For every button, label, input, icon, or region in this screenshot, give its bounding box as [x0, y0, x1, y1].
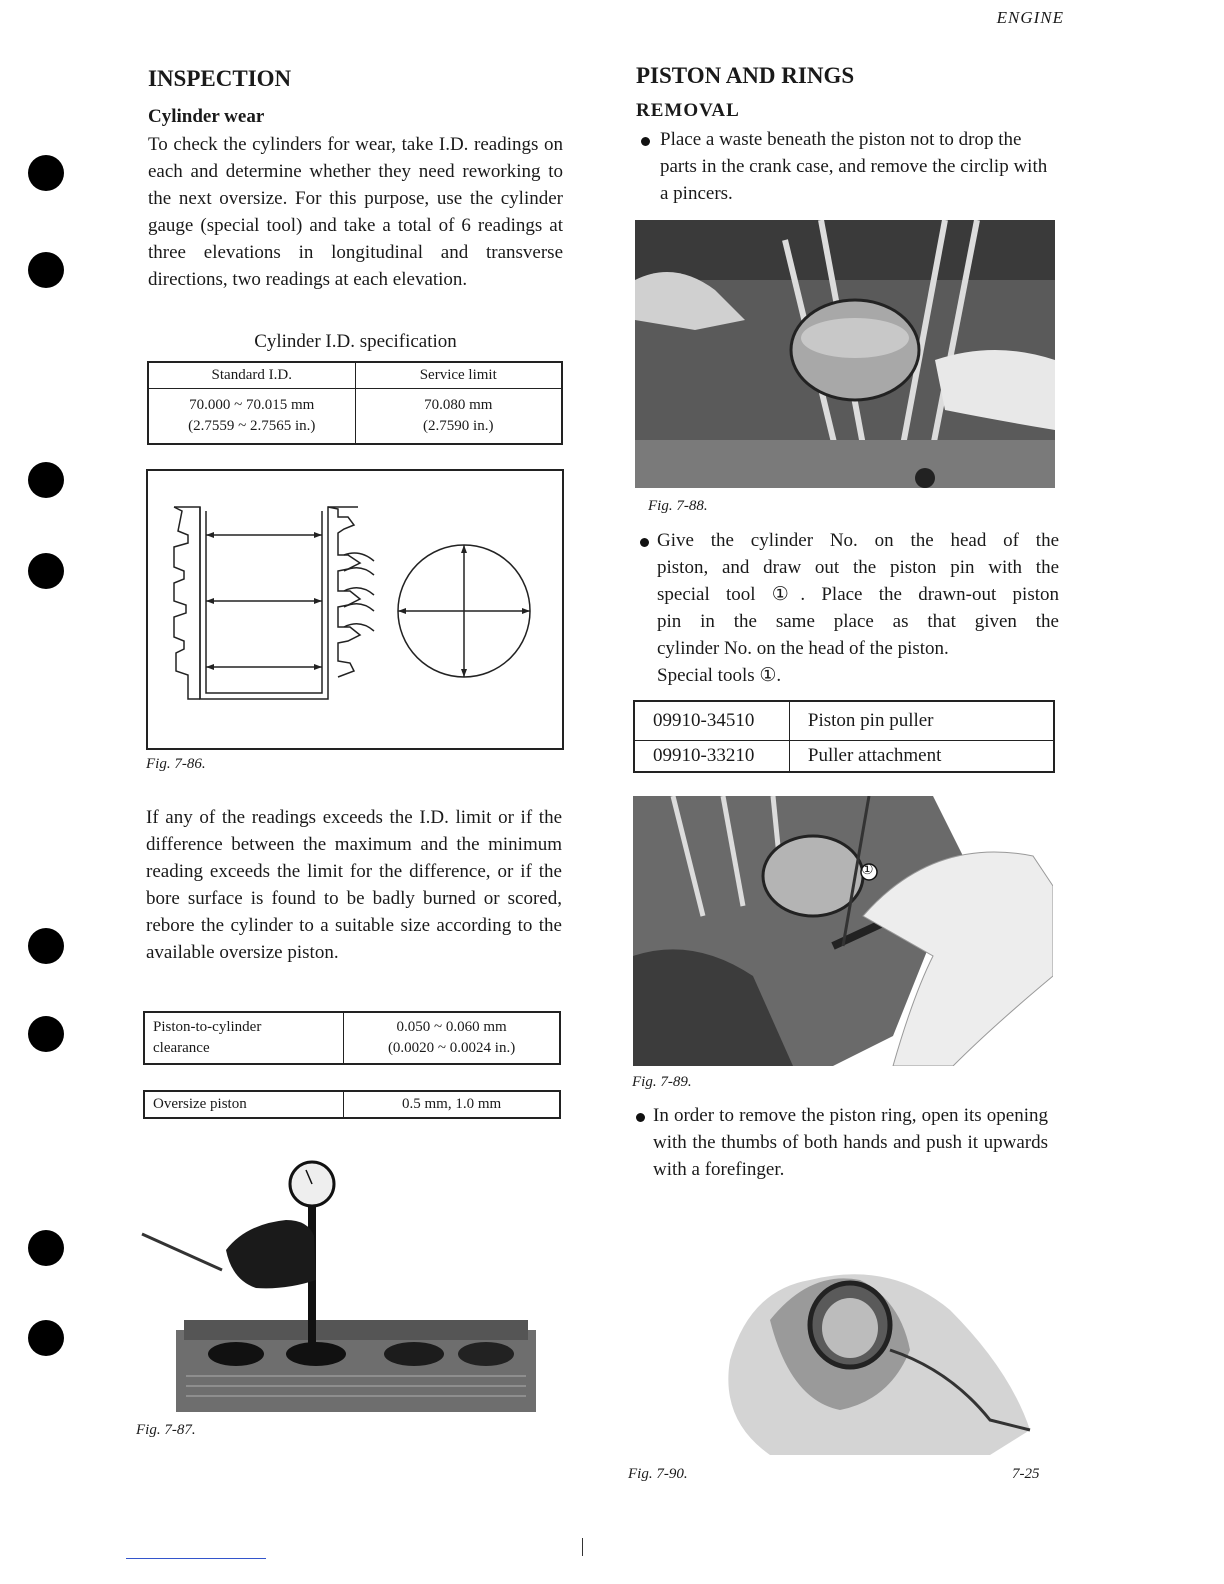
bullet-text-piston-ring: In order to remove the piston ring, open its opening with the thumbs of both hands and push it upwards with a forefinger. [653, 1105, 1048, 1180]
binder-hole [28, 155, 64, 191]
oversize-table [143, 1090, 561, 1119]
table-cell-limit [355, 389, 562, 445]
binder-hole [28, 928, 64, 964]
binder-hole [28, 462, 64, 498]
section-title-inspection: INSPECTION [148, 66, 292, 91]
page-number: 7-25 [1012, 1466, 1040, 1482]
clearance-label-cell [144, 1012, 344, 1064]
cylinder-gauge-photo [136, 1140, 556, 1420]
bullet-icon [641, 137, 650, 146]
bullet-line: cylinder No. on the head of the piston. [657, 638, 949, 659]
table-cell-standard [148, 389, 355, 445]
figure-caption-87: Fig. 7-87. [136, 1422, 196, 1438]
clearance-label-line: clearance [153, 1040, 210, 1056]
clearance-value-mm: 0.050 ~ 0.060 mm [396, 1019, 507, 1035]
cylinder-id-spec-table [147, 361, 563, 445]
limit-mm: 70.080 mm [424, 397, 493, 413]
oversize-value: 0.5 mm, 1.0 mm [344, 1091, 560, 1118]
limit-in: (2.7590 in.) [423, 418, 494, 434]
clearance-table [143, 1011, 561, 1065]
spec-title: Cylinder I.D. specification [254, 331, 457, 352]
binder-hole [28, 252, 64, 288]
figure-caption-86: Fig. 7-86. [146, 756, 206, 772]
paragraph-cylinder-wear: To check the cylinders for wear, take I.D. readings on each and determine whether they need reworking to the next oversize. For this purpose, use the cylinder gauge (special tool) and take a total of 6 readings at three elevations in longitudinal and transverse directions, two readings at each elevation. [148, 134, 563, 290]
piston-ring-removal-photo [690, 1200, 1050, 1460]
bullet-line: pin in the same place as that given the [657, 611, 1059, 632]
paragraph-rebore: If any of the readings exceeds the I.D. limit or if the difference between the maximum and the minimum reading exceeds the limit for the difference, or if the bore surface is found to be badly burned or scored, rebore the cylinder to a suitable size according to the available oversize piston. [146, 807, 562, 963]
oversize-label: Oversize piston [144, 1091, 344, 1118]
special-tools-table [633, 700, 1055, 773]
cylinder-measurement-diagram [148, 471, 562, 748]
callout-tool-1: ① [861, 862, 874, 878]
bullet-line: Give the cylinder No. on the head of the [657, 530, 1059, 551]
bullet-line: special tool ①. Place the drawn-out piston [657, 584, 1059, 605]
figure-7-86-diagram [146, 469, 564, 750]
bullet-text-cylinder-no [657, 527, 1059, 689]
section-title-piston-rings: PISTON AND RINGS [636, 63, 855, 88]
circlip-removal-photo [635, 220, 1055, 488]
figure-7-89-photo [633, 796, 1053, 1066]
bullet-icon [640, 538, 649, 547]
clearance-value-in: (0.0020 ~ 0.0024 in.) [387, 1040, 516, 1056]
table-header: Service limit [355, 362, 562, 389]
figure-caption-89: Fig. 7-89. [632, 1074, 692, 1090]
scan-mark [582, 1538, 583, 1556]
binder-hole [28, 1016, 64, 1052]
table-row [634, 741, 1054, 773]
tool-name: Puller attachment [789, 741, 1054, 773]
tool-code: 09910-33210 [634, 741, 789, 773]
figure-7-88-photo [635, 220, 1055, 488]
scan-line [126, 1558, 266, 1559]
standard-in: (2.7559 ~ 2.7565 in.) [188, 418, 316, 434]
bullet-line: piston, and draw out the piston pin with the [657, 557, 1059, 578]
piston-pin-puller-photo [633, 796, 1053, 1066]
standard-mm: 70.000 ~ 70.015 mm [189, 397, 315, 413]
bullet-line: Special tools ①. [657, 665, 782, 686]
clearance-value-cell [344, 1012, 560, 1064]
bullet-icon [636, 1113, 645, 1122]
subtitle-removal: REMOVAL [636, 100, 740, 121]
figure-caption-88: Fig. 7-88. [648, 498, 708, 514]
bullet-text-waste: Place a waste beneath the piston not to drop the parts in the crank case, and remove the circlip with a pincers. [660, 129, 1048, 204]
binder-hole [28, 1230, 64, 1266]
binder-hole [28, 1320, 64, 1356]
subtitle-cylinder-wear: Cylinder wear [148, 106, 265, 127]
clearance-label-line: Piston-to-cylinder [153, 1019, 262, 1035]
binder-hole [28, 553, 64, 589]
table-header: Standard I.D. [148, 362, 355, 389]
figure-caption-90: Fig. 7-90. [628, 1466, 688, 1482]
figure-7-87-photo [136, 1140, 556, 1420]
tool-name: Piston pin puller [789, 701, 1054, 741]
section-header: ENGINE [996, 8, 1064, 27]
table-row [634, 701, 1054, 741]
tool-code: 09910-34510 [634, 701, 789, 741]
figure-7-90-photo [690, 1200, 1050, 1460]
